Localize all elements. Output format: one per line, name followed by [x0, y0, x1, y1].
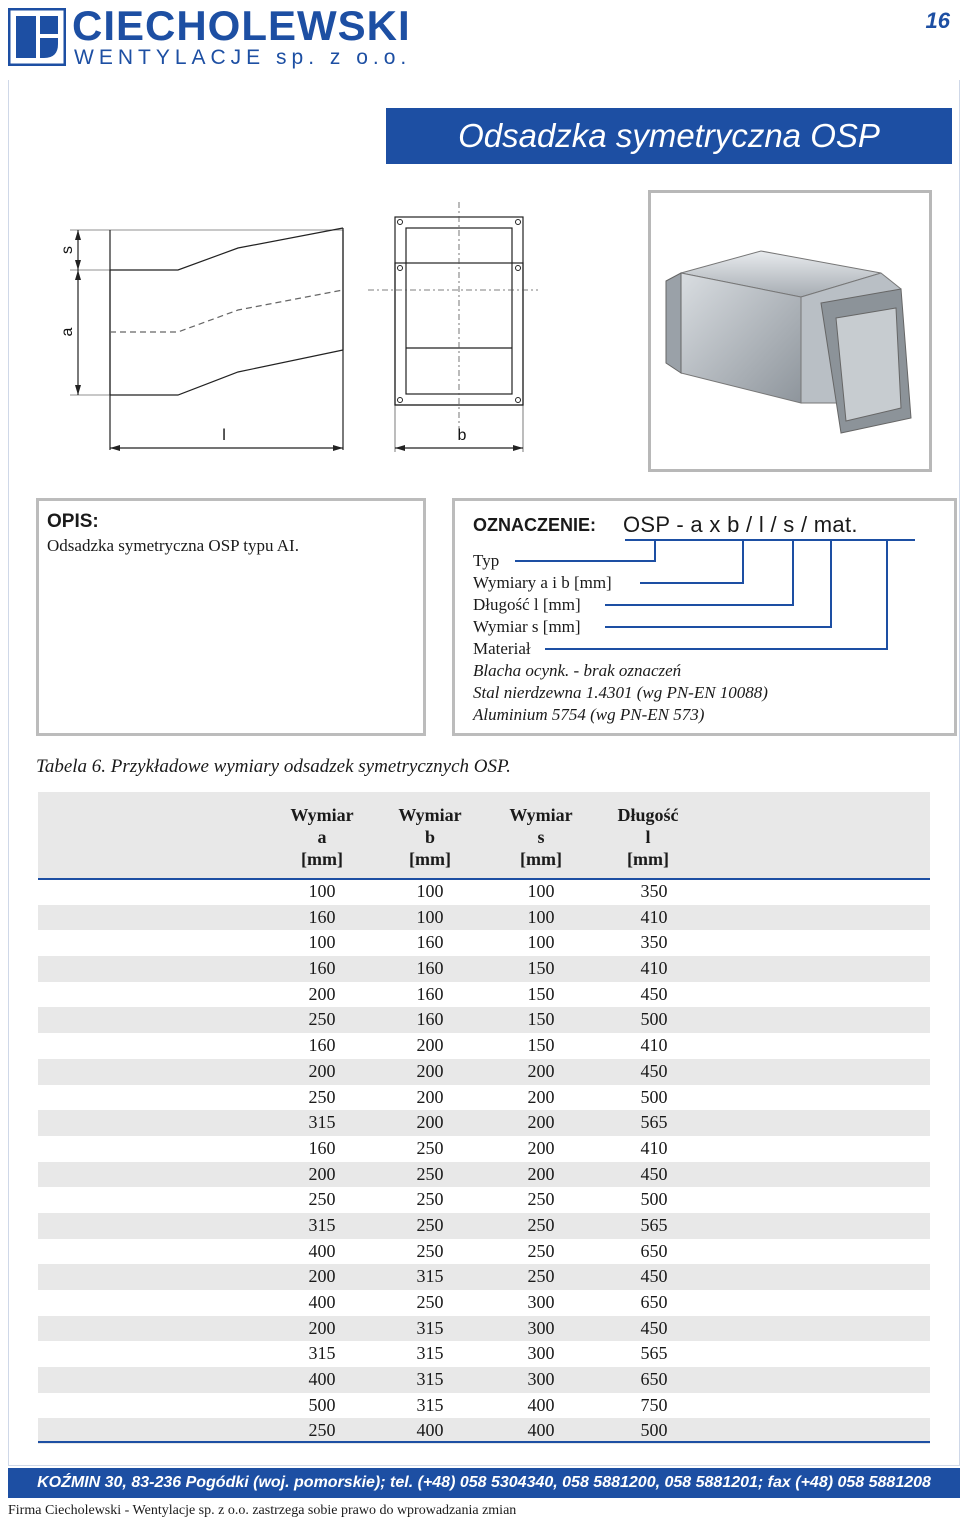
table-cell: 250 [416, 1292, 444, 1312]
table-cell: 160 [416, 932, 444, 953]
table-cell: 315 [416, 1317, 444, 1338]
designation-line-length: Długość l [mm] [473, 595, 585, 615]
table-cell: 350 [640, 932, 668, 953]
table-cell: 200 [527, 1163, 555, 1184]
table-row [38, 982, 930, 1008]
table-cell: 500 [640, 1086, 668, 1107]
table-cell: 250 [308, 1420, 336, 1441]
table-cell: 400 [416, 1420, 444, 1441]
table-cell: 160 [308, 906, 336, 927]
table-cell: 565 [640, 1214, 668, 1235]
table-cell: 250 [416, 1137, 444, 1158]
table-cell: 410 [640, 906, 668, 927]
table-cell: 100 [308, 881, 336, 901]
table-cell: 410 [640, 1137, 668, 1158]
table-cell: 100 [527, 932, 555, 953]
designation-code: OSP - a x b / l / s / mat. [623, 512, 858, 537]
table-cell: 650 [640, 1240, 668, 1261]
table-cell: 315 [416, 1266, 444, 1287]
table-cell: 300 [527, 1317, 555, 1338]
table-cell: 565 [640, 1112, 668, 1133]
table-cell: 250 [527, 1240, 555, 1261]
table-cell: 250 [527, 1214, 555, 1235]
table-cell: 410 [640, 1035, 668, 1056]
table-row [38, 1316, 930, 1342]
table-row [38, 1187, 930, 1213]
designation-line-dims: Wymiary a i b [mm] [473, 573, 616, 593]
footer-address: KOŹMIN 30, 83-236 Pogódki (woj. pomorskie); tel. (+48) 058 5304340, 058 5881200, 058 5881201; fax (+48) 058 5881208 [8, 1468, 960, 1498]
table-cell: 400 [308, 1369, 336, 1390]
table-cell: 250 [416, 1189, 444, 1210]
table-cell: 200 [527, 1060, 555, 1081]
table-cell: 250 [527, 1266, 555, 1287]
dim-label-s: s [59, 246, 76, 254]
table-cell: 750 [640, 1394, 668, 1415]
table-cell: 315 [416, 1369, 444, 1390]
table-rule [38, 1441, 930, 1443]
company-name: CIECHOLEWSKI [72, 2, 411, 49]
table-cell: 160 [416, 983, 444, 1004]
designation-heading: OZNACZENIE: [473, 515, 596, 535]
table-cell: 150 [527, 1009, 555, 1030]
table-row [38, 930, 930, 956]
table-row [38, 1239, 930, 1265]
table-row [38, 956, 930, 982]
table-cell: 300 [527, 1292, 555, 1312]
table-cell: 400 [527, 1420, 555, 1441]
table-body [38, 879, 930, 1444]
table-cell: 160 [308, 1035, 336, 1056]
table-row [38, 1290, 930, 1316]
description-heading: OPIS: [47, 511, 99, 532]
table-row [38, 1033, 930, 1059]
table-cell: 150 [527, 1035, 555, 1056]
designation-line-material: Materiał [473, 639, 535, 659]
material-option: Stal nierdzewna 1.4301 (wg PN-EN 10088) [473, 683, 768, 702]
material-option: Blacha ocynk. - brak oznaczeń [473, 661, 682, 680]
table-cell: 250 [416, 1214, 444, 1235]
table-cell: 315 [308, 1343, 336, 1364]
table-cell: 315 [308, 1112, 336, 1133]
table-cell: 300 [527, 1369, 555, 1390]
table-cell: 250 [527, 1189, 555, 1210]
table-cell: 100 [416, 906, 444, 927]
table-cell: 200 [416, 1035, 444, 1056]
table-row [38, 1393, 930, 1419]
technical-drawing [38, 190, 598, 460]
table-cell: 450 [640, 1266, 668, 1287]
table-cell: 650 [640, 1292, 668, 1312]
table-cell: 100 [416, 881, 444, 901]
table-cell: 315 [416, 1343, 444, 1364]
page-number: 16 [925, 8, 950, 33]
table-cell: 160 [416, 958, 444, 979]
table-cell: 100 [527, 881, 555, 901]
table-cell: 315 [416, 1394, 444, 1415]
table-header [38, 792, 930, 878]
table-cell: 315 [308, 1214, 336, 1235]
table-cell: 350 [640, 881, 668, 901]
dim-label-l: l [222, 427, 226, 444]
designation-line-s: Wymiar s [mm] [473, 617, 585, 637]
table-cell: 500 [640, 1189, 668, 1210]
table-cell: 400 [527, 1394, 555, 1415]
table-cell: 100 [527, 906, 555, 927]
table-cell: 150 [527, 958, 555, 979]
table-row [38, 1136, 930, 1162]
table-cell: 160 [308, 1137, 336, 1158]
table-cell: 200 [527, 1086, 555, 1107]
company-subtitle: WENTYLACJE sp. z o.o. [74, 46, 412, 69]
dim-label-a: a [59, 327, 76, 337]
column-header-b: Wymiar b [mm] [398, 805, 462, 869]
table-cell: 250 [308, 1086, 336, 1107]
table-row [38, 1085, 930, 1111]
table-cell: 450 [640, 1163, 668, 1184]
table-row [38, 1341, 930, 1367]
material-option: Aluminium 5754 (wg PN-EN 573) [473, 705, 705, 724]
table-row [38, 1059, 930, 1085]
table-row [38, 1007, 930, 1033]
column-header-l: Długość l [mm] [617, 805, 679, 869]
table-cell: 200 [308, 1317, 336, 1338]
column-header-a: Wymiar a [mm] [290, 805, 354, 869]
table-cell: 250 [308, 1189, 336, 1210]
table-cell: 565 [640, 1343, 668, 1364]
table-row [38, 1213, 930, 1239]
table-caption: Tabela 6. Przykładowe wymiary odsadzek symetrycznych OSP. [36, 756, 511, 777]
designation-line-type: Typ [473, 551, 500, 570]
footer-note: Firma Ciecholewski - Wentylacje sp. z o.o. zastrzega sobie prawo do wprowadzania zmian [8, 1503, 517, 1518]
page-title: Odsadzka symetryczna OSP [386, 108, 952, 164]
table-row [38, 905, 930, 931]
table-cell: 200 [416, 1112, 444, 1133]
table-row [38, 1264, 930, 1290]
product-photo [651, 193, 929, 469]
table-cell: 250 [416, 1240, 444, 1261]
table-cell: 200 [527, 1112, 555, 1133]
table-cell: 200 [308, 1060, 336, 1081]
table-row [38, 1162, 930, 1188]
table-cell: 250 [308, 1009, 336, 1030]
description-text: Odsadzka symetryczna OSP typu AI. [47, 536, 299, 555]
dim-label-b: b [457, 427, 467, 444]
table-cell: 200 [308, 1266, 336, 1287]
column-header-s: Wymiar s [mm] [509, 805, 573, 869]
table-row [38, 879, 930, 905]
table-cell: 400 [308, 1240, 336, 1261]
table-cell: 200 [308, 1163, 336, 1184]
company-logo-icon [8, 8, 66, 66]
product-photo-frame [648, 190, 932, 472]
table-cell: 200 [308, 983, 336, 1004]
table-cell: 250 [416, 1163, 444, 1184]
table-cell: 500 [640, 1009, 668, 1030]
table-row [38, 1367, 930, 1393]
table-row [38, 1110, 930, 1136]
table-cell: 410 [640, 958, 668, 979]
table-cell: 200 [416, 1060, 444, 1081]
table-cell: 450 [640, 983, 668, 1004]
table-cell: 300 [527, 1343, 555, 1364]
description-box [36, 498, 426, 736]
table-cell: 500 [640, 1420, 668, 1441]
table-cell: 200 [416, 1086, 444, 1107]
table-cell: 150 [527, 983, 555, 1004]
table-cell: 400 [308, 1292, 336, 1312]
table-cell: 160 [416, 1009, 444, 1030]
table-cell: 650 [640, 1369, 668, 1390]
table-cell: 100 [308, 932, 336, 953]
designation-box [452, 498, 957, 736]
table-cell: 500 [308, 1394, 336, 1415]
table-cell: 200 [527, 1137, 555, 1158]
table-cell: 450 [640, 1060, 668, 1081]
table-cell: 450 [640, 1317, 668, 1338]
table-cell: 160 [308, 958, 336, 979]
